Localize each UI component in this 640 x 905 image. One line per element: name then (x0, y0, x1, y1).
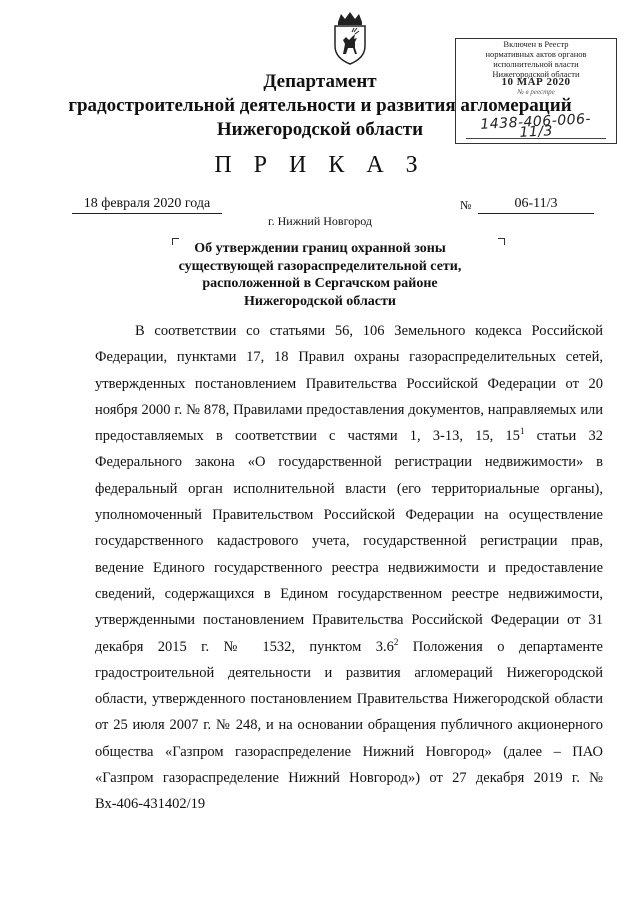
order-subject (160, 240, 480, 310)
stamp-reg-label: № в реестре (517, 88, 555, 96)
department-region: Нижегородской области (216, 119, 424, 140)
stamp-line: Включен в Реестр (503, 39, 569, 49)
subject-line: Нижегородской области (244, 293, 396, 309)
body-text-part: В соответствии со статьями 56, 106 Земельного кодекса Российской Федерации, пунктами 17, 18 Правил охраны газораспределительных сетей, утвержденных постановлением Правительства Российской Федерации от 20 ноября 2000 г. № 878, Правилами предоставления документов, направляемых или предоставляемых в соответствии с частями 1, 3-13, 15, 15 (95, 323, 603, 445)
department-title: Департамент (263, 71, 377, 92)
order-number: 06-11/3 (478, 196, 594, 214)
department-subtitle: градостроительной деятельности и развития агломераций (68, 95, 572, 116)
city: г. Нижний Новгород (268, 214, 372, 228)
stamp-line: Нижегородской области (492, 69, 580, 79)
body-text-part: статьи 32 Федерального закона «О государственной регистрации недвижимости» в федеральный орган исполнительной власти (его территориальные органы), уполномоченный Правительством Российской Федерации на осуществление государственного кадастрового учета, государственной регистрации прав, ведение Единого государственного реестра недвижимости и предоставление сведений, содержащихся в Едином государственном реестре недвижимости, утвержденными постановлением Правительства Российской Федерации от 31 декабря 2015 г. № 1532, пунктом 3.6 (95, 428, 603, 655)
number-sign: № (460, 198, 472, 212)
subject-line: расположенной в Сергачском районе (202, 276, 438, 291)
order-date: 18 февраля 2020 года (72, 196, 222, 214)
stamp-reg-number: 1438-406-006-11/3 (480, 111, 592, 141)
subject-line: существующей газораспределительной сети, (178, 258, 462, 274)
body-paragraph (95, 318, 603, 818)
coat-of-arms-icon (328, 10, 372, 66)
stamp-line: нормативных актов органов (485, 49, 587, 59)
subject-line: Об утверждении границ охранной зоны (194, 241, 446, 256)
stamp-date: 10 МАР 2020 (501, 76, 571, 88)
body-text-part: Положения о департаменте градостроительной деятельности и развития агломераций Нижегородской области, утвержденного постановлением Правительства Нижегородской области от 25 июля 2007 г. № 248, и на основании обращения публичного акционерного общества «Газпром газораспределение Нижний Новгород» (далее – ПАО «Газпром газораспределение Нижний Новгород») от 27 декабря 2019 г. № Вх-406-431402/19 (95, 638, 603, 813)
superscript: 1 (519, 426, 525, 437)
order-heading: П Р И К А З (214, 152, 426, 178)
superscript: 2 (393, 636, 399, 647)
bracket-right (498, 238, 505, 245)
stamp-line: исполнительной власти (493, 59, 579, 69)
